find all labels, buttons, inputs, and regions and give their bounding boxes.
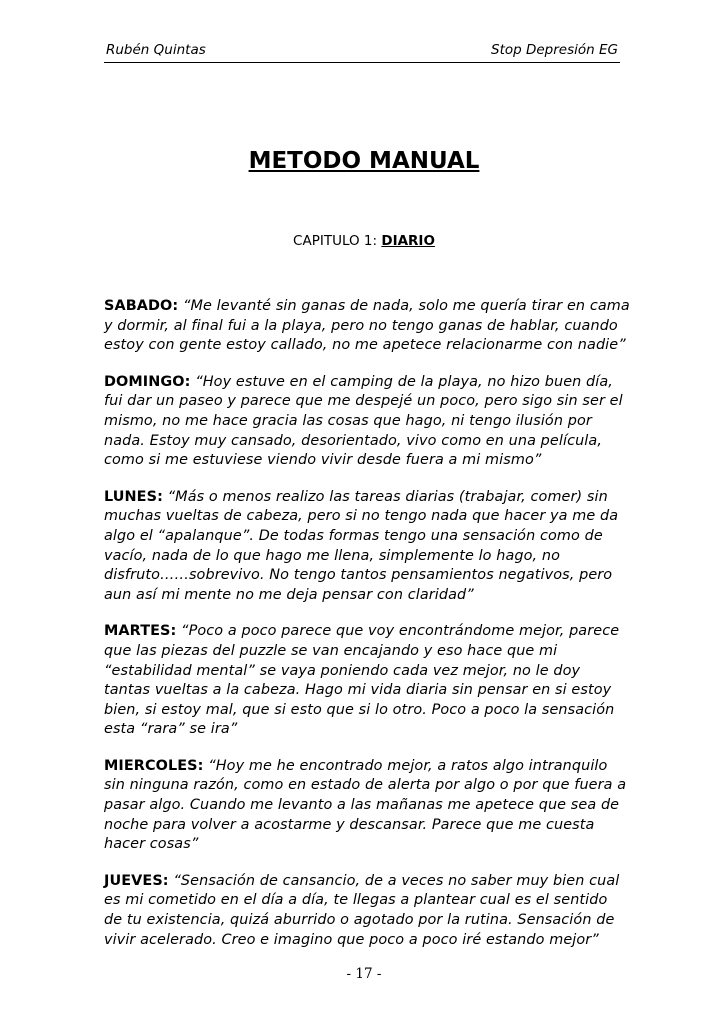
entry-day: JUEVES: (104, 872, 169, 889)
header-author: Rubén Quintas (106, 42, 206, 58)
entry-text: “Hoy estuve en el camping de la playa, no hizo buen día, fui dar un paseo y parece que me despejé un poco, pero sigo sin ser el mismo, no me hace gracia las cosas que hago, ni tengo ilusión por nada. Estoy muy cansado, desorientado, vivo como en una película, como si me estuviese viendo vivir desde fuera a mi mismo” (104, 373, 623, 469)
entry-text: “Me levanté sin ganas de nada, solo me quería tirar en cama y dormir, al final fui a la playa, pero no tengo ganas de hablar, cuando estoy con gente estoy callado, no me apetece relacionarme con nadie” (104, 298, 630, 354)
diary-entry-jueves (104, 872, 630, 950)
chapter-name: DIARIO (381, 233, 435, 249)
entry-day: SABADO: (104, 298, 179, 314)
entry-text: “Poco a poco parece que voy encontrándome mejor, parece que las piezas del puzzle se van encajando y eso hace que mi “estabilidad mental” se vaya poniendo cada vez mejor, no le doy tantas vueltas a la cabeza. Hago mi vida diaria sin pensar en si estoy bien, si estoy mal, que si esto que si lo otro. Poco a poco la sensación esta “rara” se ira” (104, 623, 620, 738)
entry-day: MARTES: (104, 623, 177, 640)
diary-entry-miercoles (104, 757, 630, 855)
page-number: - 17 - (346, 966, 382, 982)
diary-entry-martes (104, 622, 630, 740)
chapter-heading (0, 233, 728, 249)
entry-day: LUNES: (104, 488, 163, 505)
entry-day: DOMINGO: (104, 373, 191, 390)
page-title: METODO MANUAL (248, 148, 480, 174)
chapter-prefix: CAPITULO 1: (293, 233, 378, 249)
page-header (104, 40, 620, 63)
entry-day: MIERCOLES: (104, 757, 204, 774)
entry-text: “Hoy me he encontrado mejor, a ratos algo intranquilo sin ninguna razón, como en estado de alerta por algo o por que fuera a pasar algo. Cuando me levanto a las mañanas me apetece que sea de noche para volver a acostarme y descansar. Parece que me cuesta hacer cosas” (104, 757, 627, 853)
diary-entry-sabado (104, 297, 630, 356)
entry-text: “Sensación de cansancio, de a veces no saber muy bien cual es mi cometido en el día a día, te llegas a plantear cual es el sentido de tu existencia, quizá aburrido o agotado por la rutina. Sensación de vivir acelerado. Creo e imagino que poco a poco iré estando mejor” (104, 872, 620, 948)
diary-entries (104, 297, 630, 967)
diary-entry-domingo (104, 373, 630, 471)
entry-text: “Más o menos realizo las tareas diarias (trabajar, comer) sin muchas vueltas de cabeza, pero si no tengo nada que hacer ya me da algo el “apalanque”. De todas formas tengo una sensación como de vacío, nada de lo que hago me llena, simplemente lo hago, no disfruto……sobrevivo. No tengo tantos pensamientos negativos, pero aun así mi mente no me deja pensar con claridad” (104, 488, 619, 603)
diary-entry-lunes (104, 488, 630, 606)
header-doc-title: Stop Depresión EG (491, 42, 618, 58)
